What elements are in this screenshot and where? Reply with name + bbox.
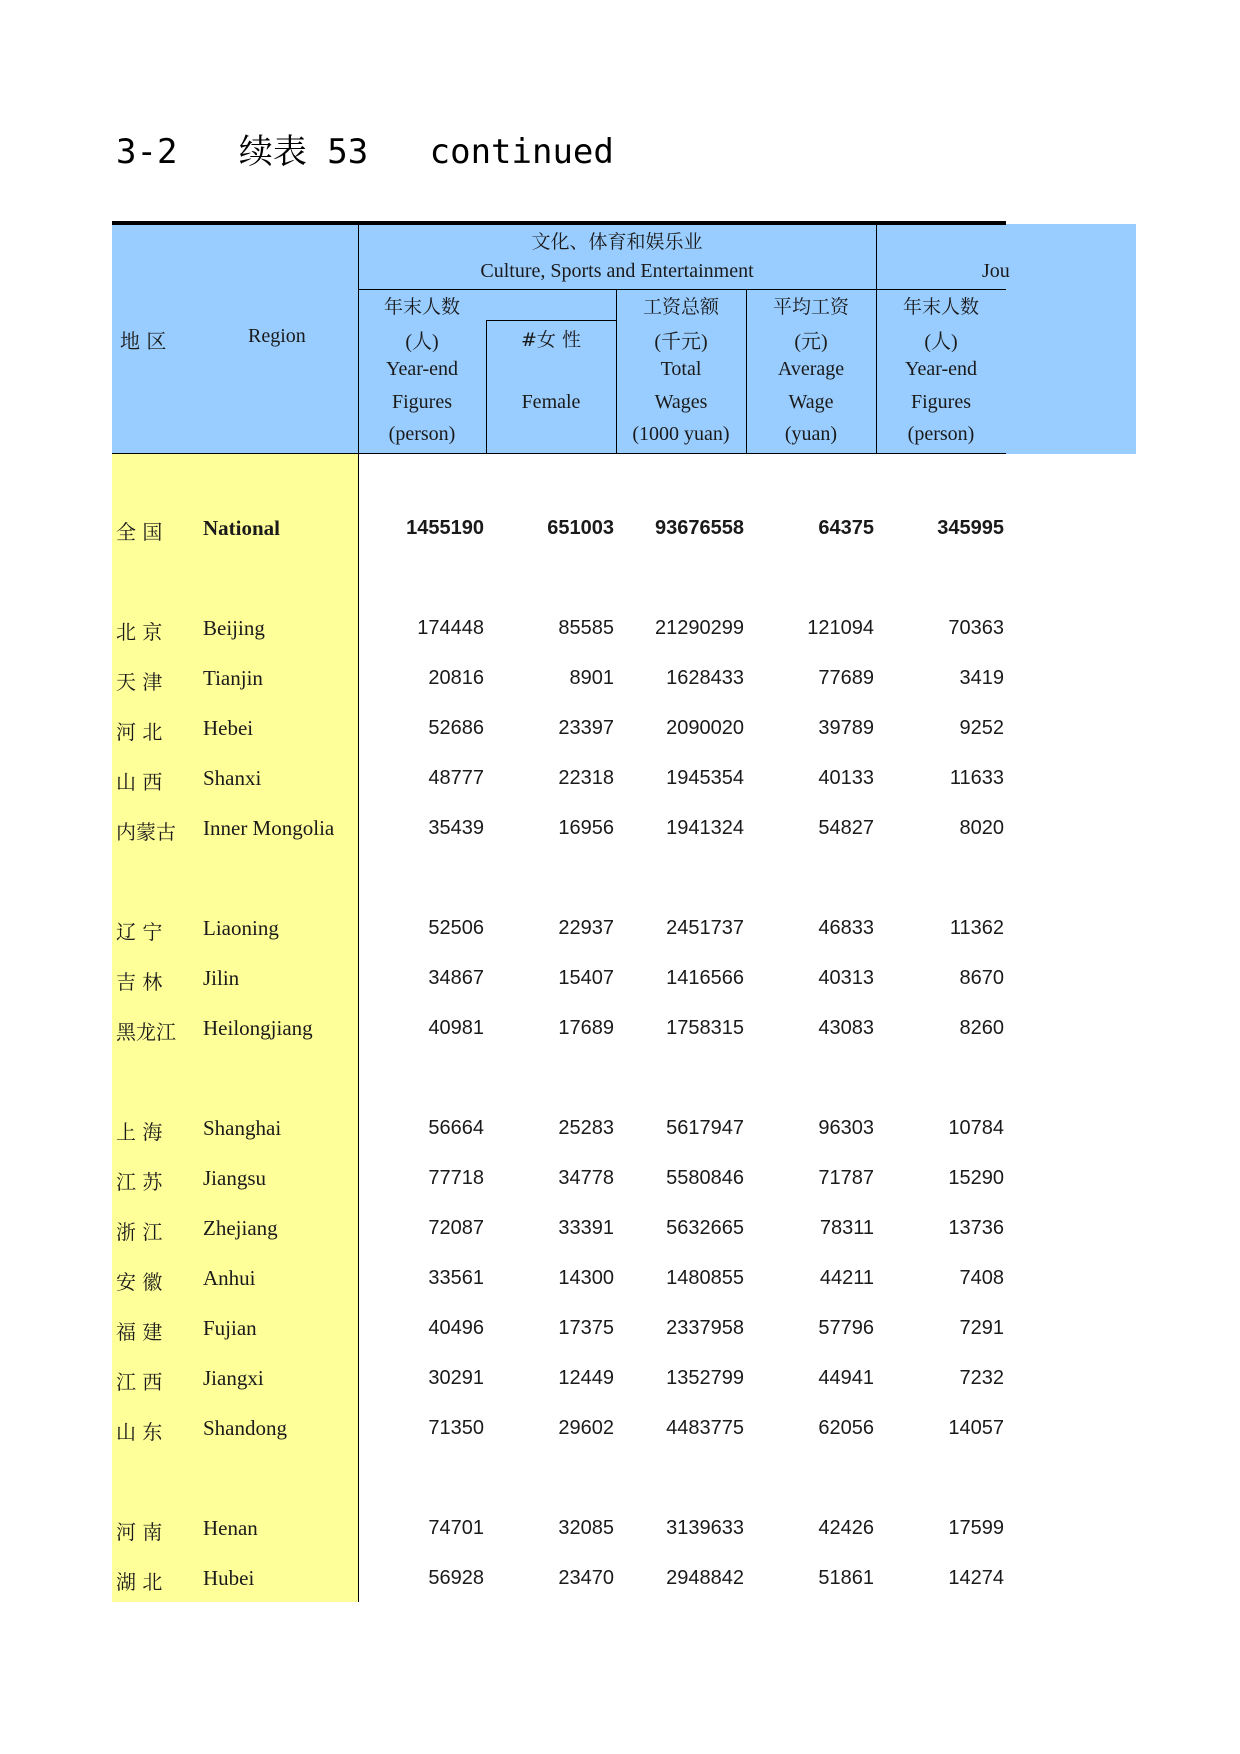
- value-cell: 56664: [428, 1117, 484, 1139]
- value-cell: 74701: [428, 1517, 484, 1539]
- value-cell: 7291: [959, 1317, 1004, 1339]
- value-cell: 51861: [818, 1567, 874, 1589]
- value-cell: 16956: [558, 817, 614, 839]
- value-cell: 42426: [818, 1517, 874, 1539]
- region-en: Heilongjiang: [203, 1016, 313, 1040]
- value-cell: 8901: [569, 667, 614, 689]
- region-cn: 山 东: [116, 1420, 163, 1444]
- value-cell: 345995: [937, 517, 1004, 539]
- col-female-en: Female: [521, 391, 581, 413]
- value-cell: 5617947: [666, 1117, 744, 1139]
- table-row: [0, 1163, 1240, 1213]
- table-row: [0, 1013, 1240, 1063]
- region-en: Hebei: [203, 716, 254, 740]
- value-cell: 1628433: [666, 667, 744, 689]
- col-year-end-en1: Year-end: [386, 358, 458, 380]
- table-row: [0, 1313, 1240, 1363]
- region-cn: 湖 北: [116, 1570, 163, 1594]
- region-cn: 山 西: [116, 770, 163, 794]
- value-cell: 17599: [948, 1517, 1004, 1539]
- value-cell: 23397: [558, 717, 614, 739]
- table-row: [0, 1363, 1240, 1413]
- value-cell: 10784: [948, 1117, 1004, 1139]
- value-cell: 52686: [428, 717, 484, 739]
- region-cn: 上 海: [116, 1120, 163, 1144]
- value-cell: 54827: [818, 817, 874, 839]
- value-cell: 14300: [558, 1267, 614, 1289]
- value-cell: 1480855: [666, 1267, 744, 1289]
- col-avg-wage-en1: Average: [777, 358, 845, 380]
- value-cell: 5632665: [666, 1217, 744, 1239]
- value-cell: 71350: [428, 1417, 484, 1439]
- region-en: Liaoning: [203, 916, 279, 940]
- value-cell: 651003: [547, 517, 614, 539]
- col-female-cn: #女 性: [521, 329, 581, 351]
- value-cell: 2948842: [666, 1567, 744, 1589]
- value-cell: 5580846: [666, 1167, 744, 1189]
- value-cell: 2090020: [666, 717, 744, 739]
- table-row: [0, 763, 1240, 813]
- region-cn: 浙 江: [116, 1220, 163, 1244]
- value-cell: 14274: [948, 1567, 1004, 1589]
- region-cn: 安 徽: [116, 1270, 163, 1294]
- region-cn: 北 京: [116, 620, 163, 644]
- value-cell: 40496: [428, 1317, 484, 1339]
- divider: [876, 289, 1006, 290]
- value-cell: 96303: [818, 1117, 874, 1139]
- group2-clip: [877, 260, 1010, 288]
- value-cell: 20816: [428, 667, 484, 689]
- table-row: [0, 913, 1240, 963]
- region-cn: 江 苏: [116, 1170, 163, 1194]
- col-total-wages-en2: Wages: [654, 391, 708, 413]
- region-en: Shanxi: [203, 766, 262, 790]
- group1-cn-header: 文化、体育和娱乐业: [531, 231, 703, 253]
- region-cn: 吉 林: [116, 970, 163, 994]
- value-cell: 34867: [428, 967, 484, 989]
- divider: [486, 320, 616, 321]
- table-row: [0, 513, 1240, 563]
- value-cell: 17375: [558, 1317, 614, 1339]
- col-avg-wage-unit: (元): [794, 331, 828, 353]
- region-en: Shandong: [203, 1416, 287, 1440]
- value-cell: 52506: [428, 917, 484, 939]
- col-total-wages-en3: (1000 yuan): [632, 423, 730, 445]
- region-en: Henan: [203, 1516, 258, 1540]
- value-cell: 85585: [558, 617, 614, 639]
- region-en: Jiangxi: [203, 1366, 264, 1390]
- value-cell: 32085: [558, 1517, 614, 1539]
- region-cn: 内蒙古: [116, 820, 176, 844]
- table-row: [0, 813, 1240, 863]
- value-cell: 44941: [818, 1367, 874, 1389]
- value-cell: 22318: [558, 767, 614, 789]
- value-cell: 56928: [428, 1567, 484, 1589]
- group2-en-header: Jou: [982, 260, 1010, 282]
- table-row: [0, 663, 1240, 713]
- value-cell: 43083: [818, 1017, 874, 1039]
- region-cn: 河 北: [116, 720, 163, 744]
- col-year-end2-en1: Year-end: [905, 358, 977, 380]
- region-cn: 辽 宁: [116, 920, 163, 944]
- region-en: Shanghai: [203, 1116, 282, 1140]
- col-total-wages-en1: Total: [660, 358, 702, 380]
- value-cell: 11633: [949, 767, 1004, 789]
- table-row: [0, 1113, 1240, 1163]
- value-cell: 2337958: [666, 1317, 744, 1339]
- value-cell: 9252: [959, 717, 1004, 739]
- value-cell: 40981: [428, 1017, 484, 1039]
- value-cell: 1941324: [666, 817, 744, 839]
- col-avg-wage-cn: 平均工资: [772, 296, 849, 318]
- value-cell: 21290299: [655, 617, 744, 639]
- table-row: [0, 1513, 1240, 1563]
- col-year-end-en3: (person): [388, 423, 456, 445]
- group1-en-header: Culture, Sports and Entertainment: [480, 260, 754, 282]
- value-cell: 25283: [558, 1117, 614, 1139]
- value-cell: 57796: [818, 1317, 874, 1339]
- value-cell: 1352799: [666, 1367, 744, 1389]
- value-cell: 48777: [428, 767, 484, 789]
- value-cell: 30291: [428, 1367, 484, 1389]
- value-cell: 8670: [959, 967, 1004, 989]
- value-cell: 8260: [959, 1017, 1004, 1039]
- region-en: Beijing: [203, 616, 265, 640]
- value-cell: 12449: [558, 1367, 614, 1389]
- value-cell: 72087: [428, 1217, 484, 1239]
- region-en: Hubei: [203, 1566, 255, 1590]
- table-row: [0, 713, 1240, 763]
- value-cell: 121094: [807, 617, 874, 639]
- top-rule: [112, 221, 1006, 225]
- value-cell: 40133: [818, 767, 874, 789]
- value-cell: 174448: [417, 617, 484, 639]
- value-cell: 93676558: [655, 517, 744, 539]
- col-year-end2-en3: (person): [907, 423, 975, 445]
- table-row: [0, 1563, 1240, 1613]
- region-en-header: Region: [248, 325, 306, 347]
- value-cell: 14057: [948, 1417, 1004, 1439]
- col-avg-wage-en2: Wage: [788, 391, 834, 413]
- region-en: Tianjin: [203, 666, 263, 690]
- value-cell: 78311: [819, 1217, 874, 1239]
- value-cell: 7408: [959, 1267, 1004, 1289]
- col-total-wages-unit: (千元): [654, 331, 708, 353]
- value-cell: 34778: [558, 1167, 614, 1189]
- value-cell: 1758315: [666, 1017, 744, 1039]
- value-cell: 33391: [558, 1217, 614, 1239]
- col-year-end2-cn: 年末人数: [902, 296, 979, 318]
- col-year-end2-en2: Figures: [911, 391, 971, 413]
- value-cell: 1416566: [666, 967, 744, 989]
- value-cell: 1455190: [406, 517, 484, 539]
- table-row: [0, 963, 1240, 1013]
- col-avg-wage-en3: (yuan): [784, 423, 838, 445]
- region-cn: 全 国: [116, 520, 163, 544]
- value-cell: 8020: [959, 817, 1004, 839]
- region-en: Jiangsu: [203, 1166, 266, 1190]
- col-total-wages-cn: 工资总额: [642, 296, 719, 318]
- region-cn-header: 地 区: [120, 329, 167, 353]
- region-cn: 江 西: [116, 1370, 163, 1394]
- value-cell: 3419: [959, 667, 1004, 689]
- value-cell: 77718: [428, 1167, 484, 1189]
- value-cell: 17689: [558, 1017, 614, 1039]
- region-en: Zhejiang: [203, 1216, 278, 1240]
- table-row: [0, 1263, 1240, 1313]
- value-cell: 23470: [558, 1567, 614, 1589]
- region-en: National: [203, 516, 281, 540]
- region-en: Inner Mongolia: [203, 816, 335, 840]
- value-cell: 1945354: [666, 767, 744, 789]
- region-cn: 河 南: [116, 1520, 163, 1544]
- region-cn: 黑龙江: [116, 1020, 176, 1044]
- col-year-end2-unit: (人): [924, 331, 958, 353]
- region-en: Anhui: [203, 1266, 256, 1290]
- value-cell: 13736: [948, 1217, 1004, 1239]
- value-cell: 46833: [818, 917, 874, 939]
- region-en: Jilin: [203, 966, 240, 990]
- region-cn: 福 建: [116, 1320, 163, 1344]
- value-cell: 44211: [819, 1267, 874, 1289]
- value-cell: 35439: [428, 817, 484, 839]
- page-title: 3-2 续表 53 continued: [116, 132, 614, 172]
- value-cell: 71787: [818, 1167, 874, 1189]
- value-cell: 7232: [959, 1367, 1004, 1389]
- value-cell: 33561: [428, 1267, 484, 1289]
- region-cn: 天 津: [116, 670, 163, 694]
- table-row: [0, 1213, 1240, 1263]
- col-year-end-unit: (人): [405, 331, 439, 353]
- value-cell: 64375: [818, 517, 874, 539]
- value-cell: 77689: [818, 667, 874, 689]
- table-row: [0, 613, 1240, 663]
- value-cell: 3139633: [666, 1517, 744, 1539]
- region-en: Fujian: [203, 1316, 257, 1340]
- value-cell: 39789: [818, 717, 874, 739]
- table-row: [0, 1413, 1240, 1463]
- col-year-end-cn: 年末人数: [383, 296, 460, 318]
- value-cell: 62056: [818, 1417, 874, 1439]
- value-cell: 40313: [818, 967, 874, 989]
- value-cell: 70363: [948, 617, 1004, 639]
- value-cell: 4483775: [666, 1417, 744, 1439]
- value-cell: 15290: [948, 1167, 1004, 1189]
- value-cell: 15407: [558, 967, 614, 989]
- col-year-end-en2: Figures: [392, 391, 452, 413]
- divider: [358, 289, 876, 290]
- value-cell: 2451737: [666, 917, 744, 939]
- value-cell: 22937: [558, 917, 614, 939]
- value-cell: 11362: [949, 917, 1004, 939]
- value-cell: 29602: [558, 1417, 614, 1439]
